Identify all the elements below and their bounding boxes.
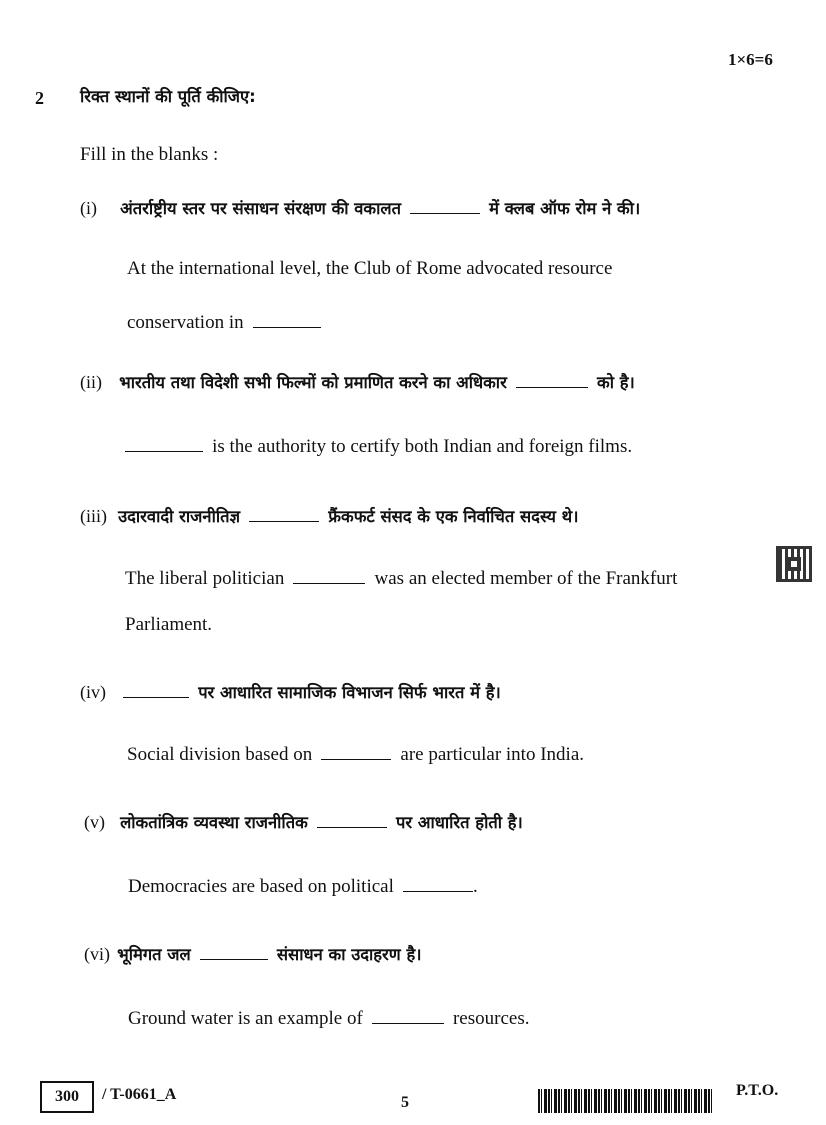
item-text: संसाधन का उदाहरण है। xyxy=(276,945,422,964)
item-4-english xyxy=(127,744,584,766)
item-text: अंतर्राष्ट्रीय स्तर पर संसाधन संरक्षण की वकालत xyxy=(120,199,401,218)
blank-line xyxy=(372,1022,444,1024)
item-text: लोकतांत्रिक व्यवस्था राजनीतिक xyxy=(120,813,308,832)
item-text: was an elected member of the Frankfurt xyxy=(374,568,678,589)
page-number: 5 xyxy=(401,1094,409,1111)
item-2-english xyxy=(125,436,632,458)
item-text: में क्लब ऑफ रोम ने की। xyxy=(489,199,641,218)
footer-code-box: 300 xyxy=(40,1081,94,1113)
item-text: पर आधारित सामाजिक विभाजन सिर्फ भारत में है। xyxy=(198,683,501,702)
blank-line xyxy=(317,826,387,828)
blank-line xyxy=(249,520,319,522)
barcode-icon xyxy=(538,1089,714,1113)
question-number: 2 xyxy=(35,88,44,108)
marks-allocation: 1×6=6 xyxy=(728,50,773,69)
item-text: को है। xyxy=(597,373,635,392)
item-text: Ground water is an example of xyxy=(128,1008,363,1029)
item-text: फ्रैंकफर्ट संसद के एक निर्वाचित सदस्य थे। xyxy=(328,507,579,526)
blank-line xyxy=(516,386,588,388)
blank-line xyxy=(293,582,365,584)
question-title-hindi: रिक्त स्थानों की पूर्ति कीजिए: xyxy=(80,87,256,106)
pto-label: P.T.O. xyxy=(736,1082,779,1099)
item-text: is the authority to certify both Indian and foreign films. xyxy=(212,436,633,457)
item-3-english-line1 xyxy=(125,568,677,590)
item-text: Social division based on xyxy=(127,744,313,765)
item-1-english-line1: At the international level, the Club of Rome advocated resource xyxy=(127,258,613,279)
blank-line xyxy=(125,450,203,452)
item-number: (i) xyxy=(80,198,97,218)
item-3-hindi xyxy=(80,504,578,527)
item-text: The liberal politician xyxy=(125,568,285,589)
item-3-english-line2: Parliament. xyxy=(125,614,213,635)
item-text: उदारवादी राजनीतिज्ञ xyxy=(118,507,241,526)
item-number: (iv) xyxy=(80,682,106,702)
item-2-hindi xyxy=(80,370,635,393)
blank-line xyxy=(123,696,189,698)
item-5-hindi xyxy=(84,810,523,833)
item-text: conservation in xyxy=(127,312,244,333)
item-text: भारतीय तथा विदेशी सभी फिल्मों को प्रमाणित करने का अधिकार xyxy=(119,373,507,392)
item-text: Democracies are based on political xyxy=(128,876,394,897)
item-1-hindi xyxy=(80,196,640,219)
item-number: (v) xyxy=(84,812,105,832)
blank-line xyxy=(321,758,391,760)
item-6-english xyxy=(128,1008,529,1030)
item-text: resources. xyxy=(452,1008,530,1029)
item-number: (iii) xyxy=(80,506,107,526)
blank-line xyxy=(403,890,473,892)
item-number: (vi) xyxy=(84,944,110,964)
paper-code: / T-0661_A xyxy=(102,1086,177,1103)
item-number: (ii) xyxy=(80,372,102,392)
blank-line xyxy=(200,958,268,960)
blank-line xyxy=(410,212,480,214)
qr-code-icon xyxy=(776,546,812,582)
blank-line xyxy=(253,326,321,328)
item-text: . xyxy=(472,876,478,897)
item-4-hindi xyxy=(80,680,501,703)
item-1-english-line2 xyxy=(127,312,325,334)
question-title-english: Fill in the blanks : xyxy=(80,144,219,165)
item-6-hindi xyxy=(84,942,422,965)
item-text: भूमिगत जल xyxy=(117,945,191,964)
item-text: are particular into India. xyxy=(400,744,585,765)
item-text: पर आधारित होती है। xyxy=(395,813,523,832)
item-5-english xyxy=(128,876,478,898)
